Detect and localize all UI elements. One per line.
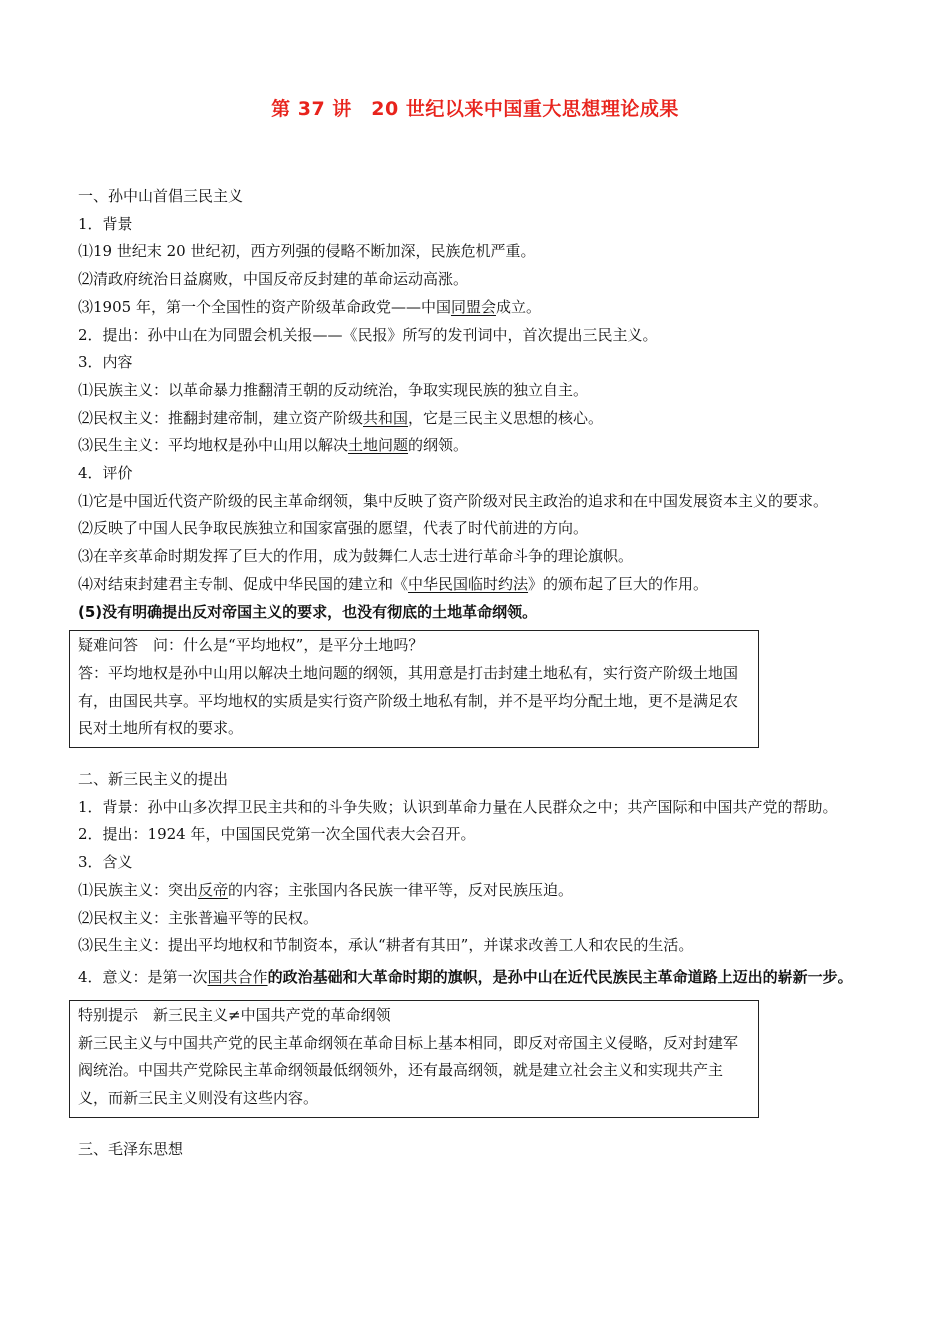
underlined-term: 同盟会 xyxy=(450,297,496,316)
text-run: ⑷对结束封建君主专制、促成中华民国的建立和《 xyxy=(78,574,409,593)
text-run: 》的颁布起了巨大的作用。 xyxy=(528,574,709,593)
underlined-term: 中华民国临时约法 xyxy=(408,574,529,593)
paragraph: 3．内容 xyxy=(78,353,133,372)
underlined-term: 共和国 xyxy=(363,408,409,427)
paragraph xyxy=(78,294,876,322)
paragraph xyxy=(78,405,876,433)
paragraph: ⑶在辛亥革命时期发挥了巨大的作用，成为鼓舞仁人志士进行革命斗争的理论旗帜。 xyxy=(78,547,634,566)
text-run: ⑶1905 年，第一个全国性的资产阶级革命政党——中国 xyxy=(78,297,451,316)
paragraph: 3．含义 xyxy=(78,853,133,872)
qa-box xyxy=(69,630,759,748)
underlined-term: 土地问题 xyxy=(348,436,409,455)
text-run: 4．意义：是第一次 xyxy=(78,967,208,986)
paragraph xyxy=(78,571,876,599)
underlined-term: 反帝 xyxy=(198,880,229,899)
text-run: ⑶民生主义：平均地权是孙中山用以解决 xyxy=(78,436,349,455)
section-heading: 一、孙中山首倡三民主义 xyxy=(78,187,244,205)
box-body: 新三民主义与中国共产党的民主革命纲领在革命目标上基本相同，即反对帝国主义侵略，反对封建军阀统治。中国共产党除民主革命纲领最低纲领外，还有最高纲领，就是建立社会主义和实现共产主义，而新三民主义则没有这些内容。 xyxy=(78,1033,739,1108)
paragraph: 2．提出：1924 年，中国国民党第一次全国代表大会召开。 xyxy=(78,825,476,844)
underlined-term: 国共合作 xyxy=(207,967,268,986)
text-run-bold: 的政治基础和大革命时期的旗帜，是孙中山在近代民族民主革命道路上迈出的崭新一步。 xyxy=(267,967,853,986)
box-body: 答：平均地权是孙中山用以解决土地问题的纲领，其用意是打击封建土地私有，实行资产阶级土地国有，由国民共享。平均地权的实质是实行资产阶级土地私有制，并不是平均分配土地，更不是满足农民对土地所有权的要求。 xyxy=(78,663,739,738)
text-run: ，它是三民主义思想的核心。 xyxy=(408,408,604,427)
paragraph: 2．提出：孙中山在为同盟会机关报——《民报》所写的发刊词中，首次提出三民主义。 xyxy=(78,325,658,344)
paragraph xyxy=(78,960,876,994)
paragraph xyxy=(78,877,876,905)
paragraph: 1．背景：孙中山多次捍卫民主共和的斗争失败；认识到革命力量在人民群众之中；共产国际和中国共产党的帮助。 xyxy=(78,797,838,816)
paragraph: 4．评价 xyxy=(78,464,133,483)
paragraph xyxy=(78,432,876,460)
text-run: 的纲领。 xyxy=(408,436,469,455)
page-title: 第 37 讲 20 世纪以来中国重大思想理论成果 xyxy=(271,98,679,120)
section-heading: 三、毛泽东思想 xyxy=(78,1139,184,1158)
text-run: ⑴民族主义：突出 xyxy=(78,880,199,899)
box-heading: 特别提示 新三民主义≠中国共产党的革命纲领 xyxy=(78,1005,391,1024)
text-run: ⑵民权主义：推翻封建帝制，建立资产阶级 xyxy=(78,408,364,427)
paragraph: ⑵民权主义：主张普遍平等的民权。 xyxy=(78,908,319,927)
text-run: 成立。 xyxy=(495,297,541,316)
document-body xyxy=(78,183,876,1164)
tip-box xyxy=(69,1000,759,1118)
box-heading: 疑难问答 问：什么是“平均地权”，是平分土地吗？ xyxy=(78,636,424,655)
paragraph: ⑴它是中国近代资产阶级的民主革命纲领，集中反映了资产阶级对民主政治的追求和在中国发展资本主义的要求。 xyxy=(78,491,829,510)
paragraph: ⑴民族主义：以革命暴力推翻清王朝的反动统治，争取实现民族的独立自主。 xyxy=(78,380,589,399)
paragraph: ⑵反映了中国人民争取民族独立和国家富强的愿望，代表了时代前进的方向。 xyxy=(78,519,589,538)
paragraph: ⑵清政府统治日益腐败，中国反帝反封建的革命运动高涨。 xyxy=(78,270,469,289)
paragraph: 1．背景 xyxy=(78,214,133,233)
paragraph: ⑶民生主义：提出平均地权和节制资本，承认“耕者有其田”，并谋求改善工人和农民的生活。 xyxy=(78,936,694,955)
paragraph: ⑴19 世纪末 20 世纪初，西方列强的侵略不断加深，民族危机严重。 xyxy=(78,242,536,261)
section-heading: 二、新三民主义的提出 xyxy=(78,770,229,789)
text-run: 的内容；主张国内各民族一律平等，反对民族压迫。 xyxy=(228,880,574,899)
paragraph-bold: (5)没有明确提出反对帝国主义的要求，也没有彻底的土地革命纲领。 xyxy=(78,602,538,621)
